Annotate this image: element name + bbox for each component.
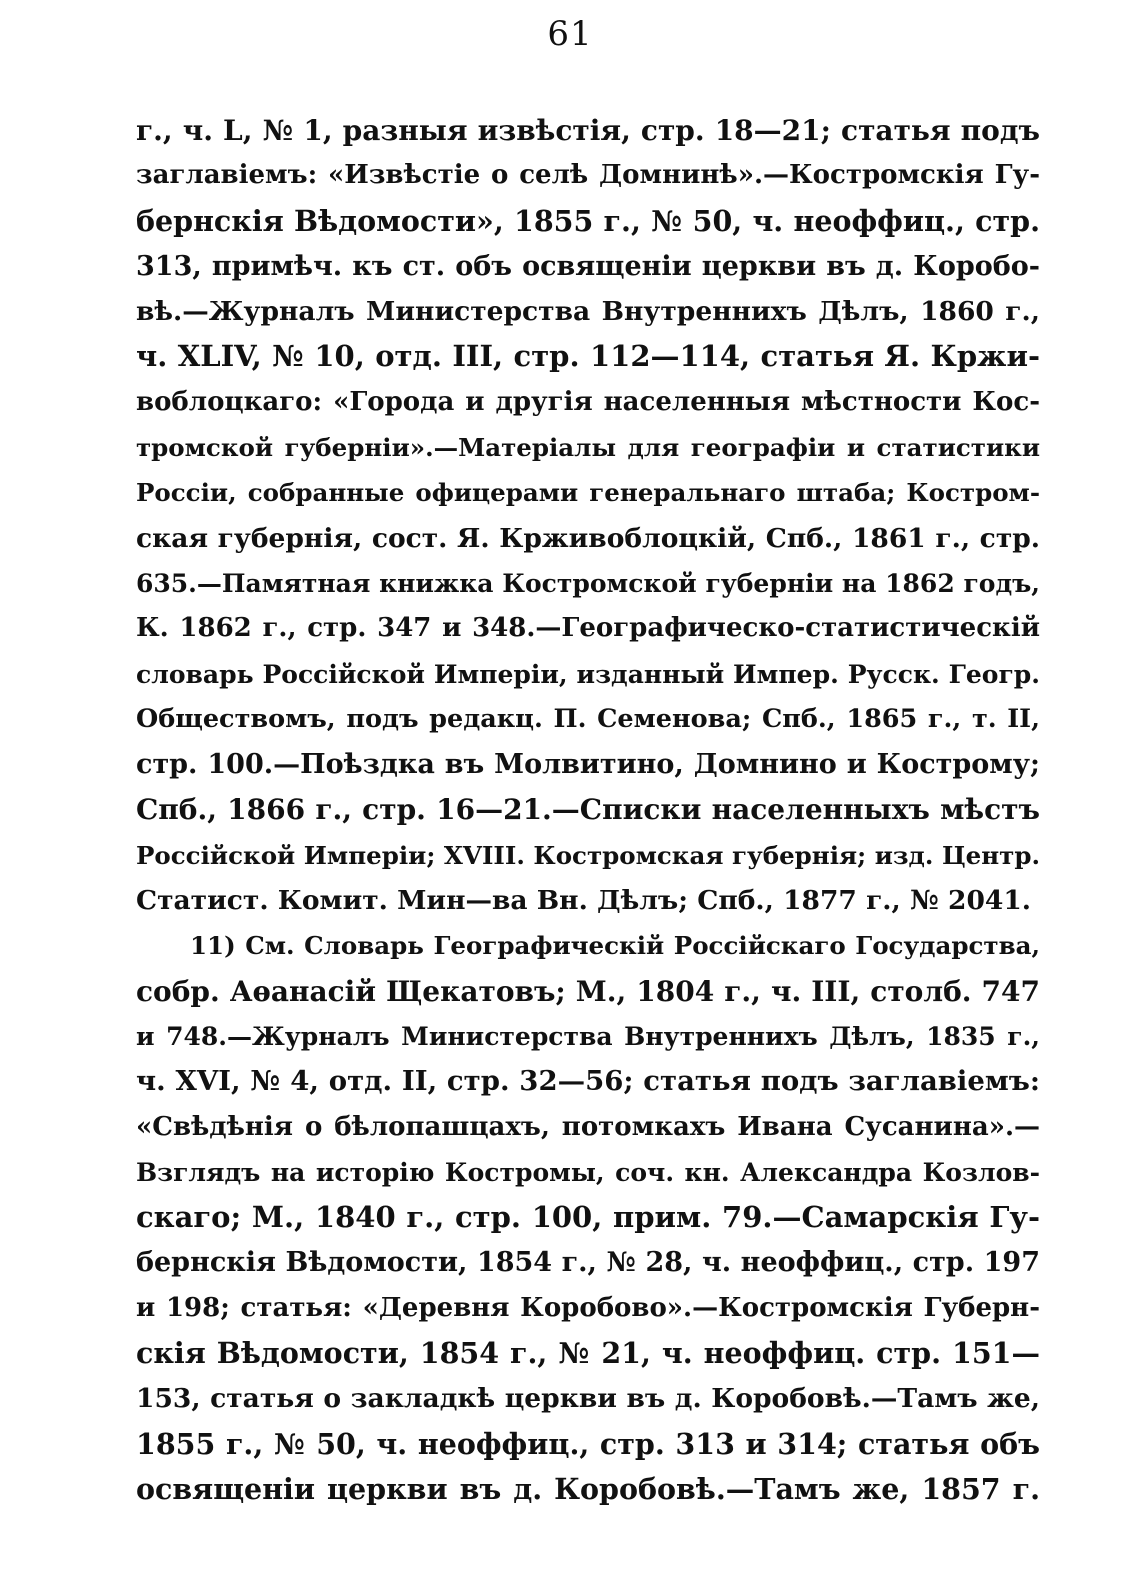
text-line: Статист. Комит. Мин—ва Вн. Дѣлъ; Спб., 1877 г., № 2041. [136,885,1031,917]
text-line: «Свѣдѣнія о бѣлопашцахъ, потомкахъ Ивана Сусанина».— [136,1111,1040,1142]
text-line: вѣ.—Журналъ Министерства Внутреннихъ Дѣлъ, 1860 г., [136,296,1040,328]
text-line: Взглядъ на исторію Костромы, соч. кн. Александра Козлов- [136,1157,1040,1187]
text-line: словарь Россійской Имперіи, изданный Импер. Русск. Геогр. [136,659,1040,689]
text-line: Россіи, собранные офицерами генеральнаго штаба; Костром- [136,478,1040,508]
text-line: ч. XLIV, № 10, отд. III, стр. 112—114, статья Я. Кржи- [136,339,1040,374]
text-line: Спб., 1866 г., стр. 16—21.—Списки населенныхъ мѣстъ [136,793,1040,827]
text-line: освященіи церкви въ д. Коробовѣ.—Тамъ же, 1857 г. [136,1471,1040,1506]
footnotes-text-block [136,108,1040,1512]
text-line: К. 1862 г., стр. 347 и 348.—Географическо-статистическій [136,613,1040,644]
text-line: и 198; статья: «Деревня Коробово».—Костромскія Губерн- [136,1292,1040,1323]
text-line: скія Вѣдомости, 1854 г., № 21, ч. неоффиц. стр. 151— [136,1336,1040,1371]
page-number: 61 [547,14,593,54]
text-line: 1855 г., № 50, ч. неоффиц., стр. 313 и 314; статья объ [136,1426,1040,1461]
text-line: ская губернія, сост. Я. Крживоблоцкій, Спб., 1861 г., стр. [136,522,1040,554]
text-line: 635.—Памятная книжка Костромской губерніи на 1862 годъ, [136,568,1040,598]
text-line: скаго; М., 1840 г., стр. 100, прим. 79.—Самарскія Гу- [136,1200,1040,1235]
text-line: стр. 100.—Поѣздка въ Молвитино, Домнино и Кострому; [136,749,1040,781]
text-line: собр. Аѳанасій Щекатовъ; М., 1804 г., ч. III, столб. 747 [136,974,1040,1008]
text-line: Обществомъ, подъ редакц. П. Семенова; Спб., 1865 г., т. II, [136,703,1040,734]
text-line: г., ч. L, № 1, разныя извѣстія, стр. 18—21; статья подъ [136,114,1040,147]
text-line: бернскія Вѣдомости», 1855 г., № 50, ч. неоффиц., стр. [136,203,1040,238]
text-line: воблоцкаго: «Города и другія населенныя мѣстности Кос- [136,386,1040,417]
text-line: бернскія Вѣдомости, 1854 г., № 28, ч. неоффиц., стр. 197 [136,1247,1040,1279]
text-line: 153, статья о закладкѣ церкви въ д. Коробовѣ.—Тамъ же, [136,1383,1040,1415]
text-line: заглавіемъ: «Извѣстіе о селѣ Домнинѣ».—Костромскія Гу- [136,160,1040,191]
text-line: Россійской Имперіи; XVIII. Костромская губернія; изд. Центр. [136,840,1040,870]
text-line: 11) См. Словарь Географическій Россійскаго Государства, [190,931,1040,961]
text-line: и 748.—Журналъ Министерства Внутреннихъ Дѣлъ, 1835 г., [136,1021,1040,1051]
text-line: 313, примѣч. къ ст. объ освященіи церкви въ д. Коробо- [136,250,1040,282]
text-line: ч. XVI, № 4, отд. II, стр. 32—56; статья подъ заглавіемъ: [136,1065,1040,1098]
text-line: тромской губерніи».—Матеріалы для географіи и статистики [136,433,1040,463]
